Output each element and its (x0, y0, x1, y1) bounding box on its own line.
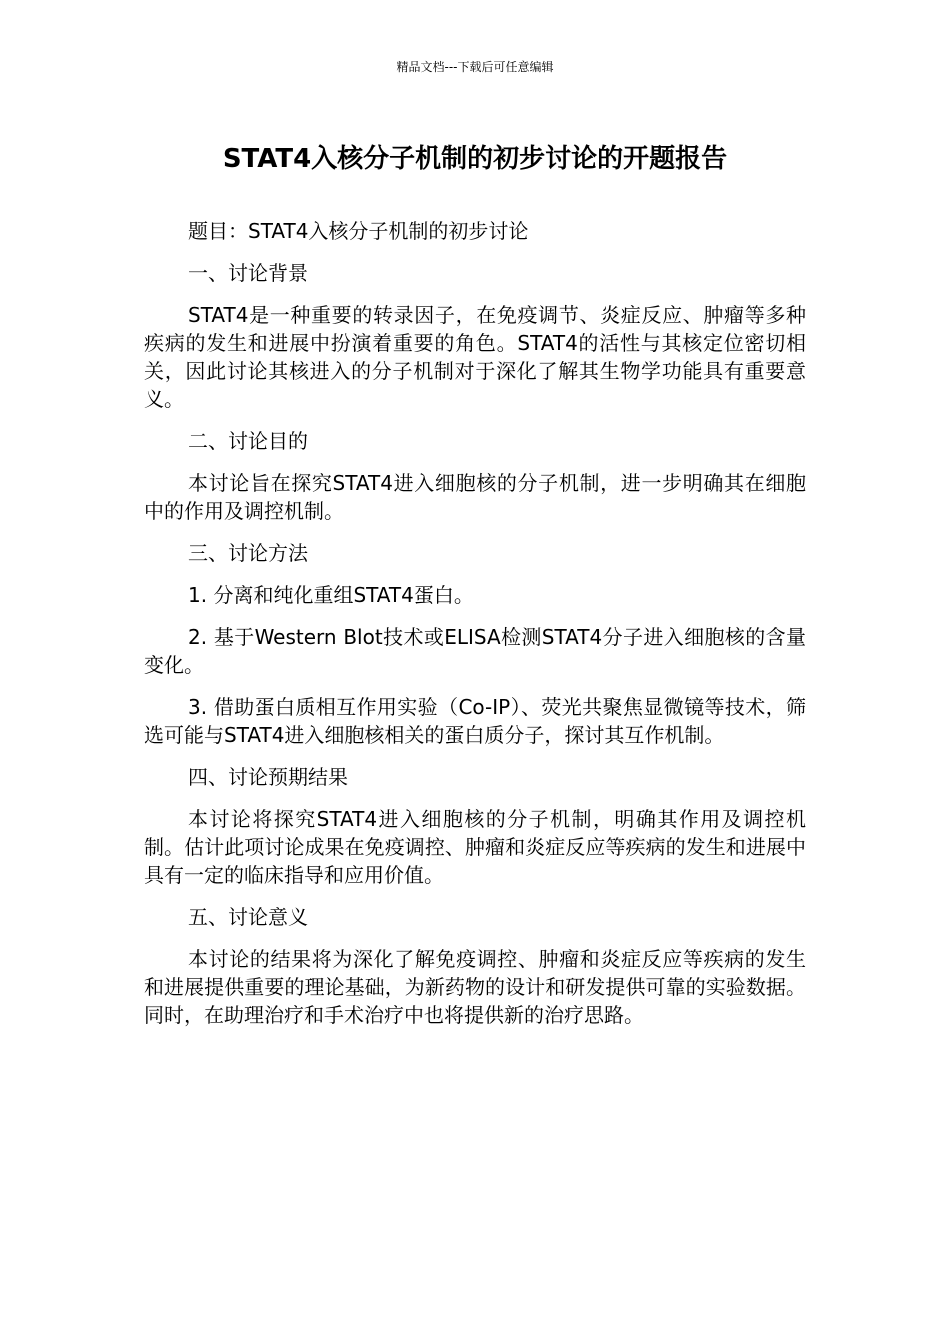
method-item-1: 1. 分离和纯化重组STAT4蛋白。 (188, 583, 474, 607)
section-heading-background: 一、讨论背景 (188, 261, 308, 285)
document-body (144, 217, 806, 1043)
section-heading-purpose: 二、讨论目的 (188, 429, 308, 453)
subject-line: 题目：STAT4入核分子机制的初步讨论 (188, 219, 529, 243)
section-heading-expected-results: 四、讨论预期结果 (188, 765, 348, 789)
background-paragraph: STAT4是一种重要的转录因子，在免疫调节、炎症反应、肿瘤等多种疾病的发生和进展中扮演着重要的角色。STAT4的活性与其核定位密切相关，因此讨论其核进入的分子机制对于深化了解其生物学功能具有重要意义。 (144, 303, 806, 411)
method-item-3: 3. 借助蛋白质相互作用实验（Co-IP）、荧光共聚焦显微镜等技术，筛选可能与STAT4进入细胞核相关的蛋白质分子，探讨其互作机制。 (144, 695, 806, 747)
purpose-paragraph: 本讨论旨在探究STAT4进入细胞核的分子机制，进一步明确其在细胞中的作用及调控机制。 (144, 471, 806, 523)
expected-results-paragraph: 本讨论将探究STAT4进入细胞核的分子机制，明确其作用及调控机制。估计此项讨论成果在免疫调控、肿瘤和炎症反应等疾病的发生和进展中具有一定的临床指导和应用价值。 (144, 807, 806, 887)
significance-paragraph: 本讨论的结果将为深化了解免疫调控、肿瘤和炎症反应等疾病的发生和进展提供重要的理论基础，为新药物的设计和研发提供可靠的实验数据。同时，在助理治疗和手术治疗中也将提供新的治疗思路。 (144, 947, 806, 1027)
section-heading-methods: 三、讨论方法 (188, 541, 308, 565)
section-heading-significance: 五、讨论意义 (188, 905, 308, 929)
page-header: 精品文档---下载后可任意编辑 (396, 60, 554, 74)
document-title: STAT4入核分子机制的初步讨论的开题报告 (222, 144, 728, 174)
method-item-2: 2. 基于Western Blot技术或ELISA检测STAT4分子进入细胞核的含量变化。 (144, 625, 806, 677)
